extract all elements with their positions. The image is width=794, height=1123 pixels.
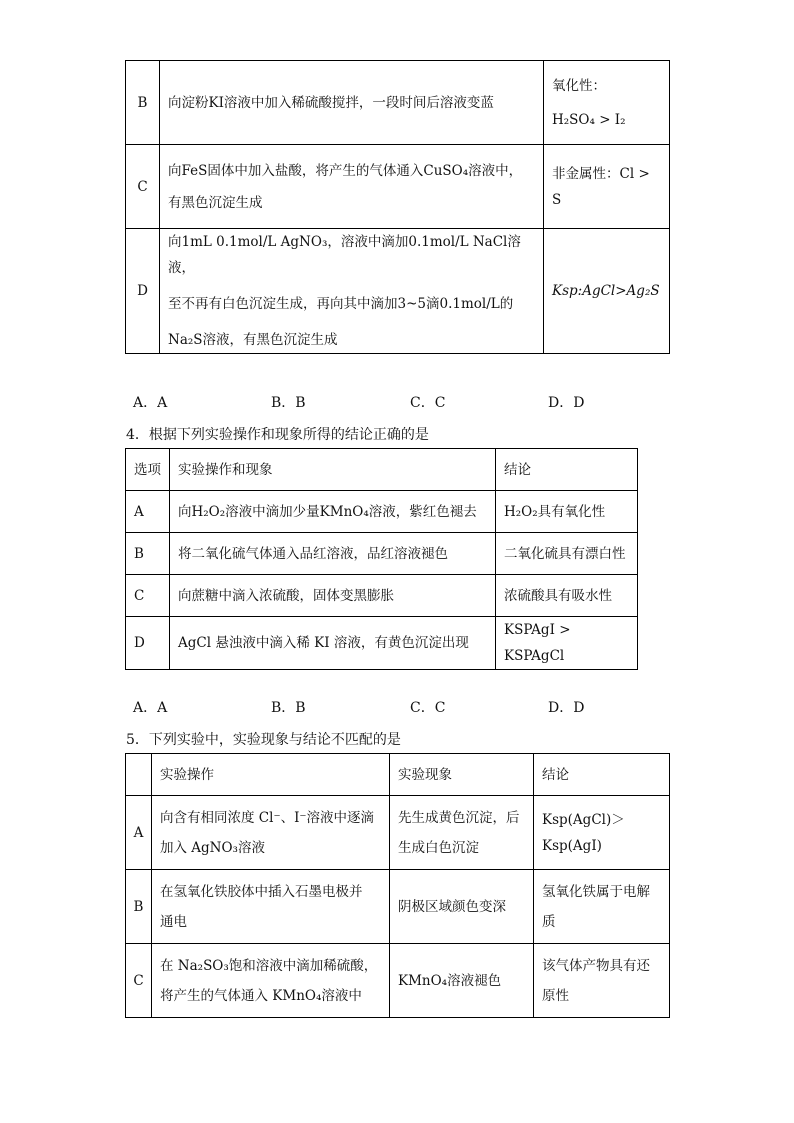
header-blank <box>126 754 152 796</box>
option-c[interactable]: C．C <box>410 395 446 411</box>
phenomenon-line: 阴极区域颜色变深 <box>398 898 506 915</box>
table-row <box>126 491 638 533</box>
conclusion-line: Ksp:AgCl>Ag₂S <box>552 283 660 299</box>
table-row <box>126 533 638 575</box>
conclusion-cell: 二氧化硫具有漂白性 <box>496 533 638 575</box>
operation-cell <box>152 870 390 944</box>
phenomenon-cell <box>390 944 534 1018</box>
phenomenon-cell <box>390 870 534 944</box>
table-row <box>126 617 638 670</box>
header-option: 选项 <box>126 449 170 491</box>
conclusion-cell: 浓硫酸具有吸水性 <box>496 575 638 617</box>
operation-line: 至不再有白色沉淀生成，再向其中滴加3~5滴0.1mol/L的 <box>168 296 514 312</box>
conclusion-cell <box>534 796 670 870</box>
table-row <box>126 61 670 145</box>
row-label: C <box>126 145 160 229</box>
row-label: B <box>126 870 152 944</box>
conclusion-line: 氧化性： <box>552 77 606 94</box>
table-row <box>126 944 670 1018</box>
row-label: B <box>126 533 170 575</box>
conclusion-line: 氢氧化铁属于电解 <box>542 883 650 900</box>
conclusion-line: H₂SO₄ > I₂ <box>552 111 626 128</box>
table-row <box>126 796 670 870</box>
row-label: A <box>126 491 170 533</box>
row-label: D <box>126 617 170 670</box>
header-conclusion: 结论 <box>534 754 670 796</box>
operation-cell: 向蔗糖中滴入浓硫酸，固体变黑膨胀 <box>170 575 496 617</box>
operation-line: 向FeS固体中加入盐酸，将产生的气体通入CuSO₄溶液中， <box>168 162 523 179</box>
conclusion-cell: KSPAgI > KSPAgCl <box>496 617 638 670</box>
option-a[interactable]: A．A <box>133 395 168 411</box>
row-label: B <box>126 61 160 145</box>
operation-line: 加入 AgNO₃溶液 <box>160 839 265 856</box>
option-b[interactable]: B．B <box>271 395 306 411</box>
operation-line: 有黑色沉淀生成 <box>168 194 263 211</box>
option-a[interactable]: A．A <box>133 700 168 716</box>
table-header-row <box>126 754 670 796</box>
operation-line: 将产生的气体通入 KMnO₄溶液中 <box>160 987 362 1004</box>
operation-line: 在氢氧化铁胶体中插入石墨电极并 <box>160 883 363 900</box>
operation-line: 向1mL 0.1mol/L AgNO₃，溶液中滴加0.1mol/L NaCl溶液， <box>168 234 521 276</box>
conclusion-line: 该气体产物具有还 <box>542 957 650 974</box>
row-label: C <box>126 575 170 617</box>
operation-cell <box>160 145 544 229</box>
phenomenon-line: 生成白色沉淀 <box>398 839 479 856</box>
operation-cell <box>152 944 390 1018</box>
operation-cell: 向H₂O₂溶液中滴加少量KMnO₄溶液，紫红色褪去 <box>170 491 496 533</box>
conclusion-line: 非金属性：Cl > S <box>552 165 650 208</box>
q5-table <box>125 753 670 1018</box>
row-label: D <box>126 229 160 354</box>
table-header-row <box>126 449 638 491</box>
header-operation: 实验操作和现象 <box>170 449 496 491</box>
operation-cell <box>160 229 544 354</box>
header-operation: 实验操作 <box>152 754 390 796</box>
operation-line: 向淀粉KI溶液中加入稀硫酸搅拌，一段时间后溶液变蓝 <box>168 94 494 111</box>
q4-table <box>125 448 638 670</box>
operation-cell: 将二氧化硫气体通入品红溶液，品红溶液褪色 <box>170 533 496 575</box>
table-row <box>126 229 670 354</box>
operation-cell: AgCl 悬浊液中滴入稀 KI 溶液，有黄色沉淀出现 <box>170 617 496 670</box>
conclusion-cell <box>534 870 670 944</box>
conclusion-cell <box>544 145 670 229</box>
row-label: A <box>126 796 152 870</box>
operation-cell <box>160 61 544 145</box>
row-label: C <box>126 944 152 1018</box>
conclusion-line: 质 <box>542 913 556 930</box>
option-b[interactable]: B．B <box>271 700 306 716</box>
operation-line: 向含有相同浓度 Cl⁻、I⁻溶液中逐滴 <box>160 809 375 826</box>
option-d[interactable]: D．D <box>548 395 585 411</box>
operation-line: 通电 <box>160 913 187 930</box>
table-row <box>126 870 670 944</box>
header-conclusion: 结论 <box>496 449 638 491</box>
conclusion-cell: H₂O₂具有氧化性 <box>496 491 638 533</box>
q4-stem: 4．根据下列实验操作和现象所得的结论正确的是 <box>126 427 429 443</box>
conclusion-cell <box>534 944 670 1018</box>
q3-table <box>125 60 670 354</box>
phenomenon-cell <box>390 796 534 870</box>
header-phenomenon: 实验现象 <box>390 754 534 796</box>
operation-line: Na₂S溶液，有黑色沉淀生成 <box>168 332 338 348</box>
q5-stem: 5．下列实验中，实验现象与结论不匹配的是 <box>126 732 401 748</box>
conclusion-line: Ksp(AgCl)＞Ksp(AgI) <box>542 811 625 854</box>
phenomenon-line: KMnO₄溶液褪色 <box>398 972 502 989</box>
conclusion-cell <box>544 229 670 354</box>
table-row <box>126 575 638 617</box>
phenomenon-line: 先生成黄色沉淀，后 <box>398 809 520 826</box>
conclusion-cell <box>544 61 670 145</box>
table-row <box>126 145 670 229</box>
option-d[interactable]: D．D <box>548 700 585 716</box>
operation-cell <box>152 796 390 870</box>
conclusion-line: 原性 <box>542 987 569 1004</box>
option-c[interactable]: C．C <box>410 700 446 716</box>
operation-line: 在 Na₂SO₃饱和溶液中滴加稀硫酸， <box>160 957 378 974</box>
